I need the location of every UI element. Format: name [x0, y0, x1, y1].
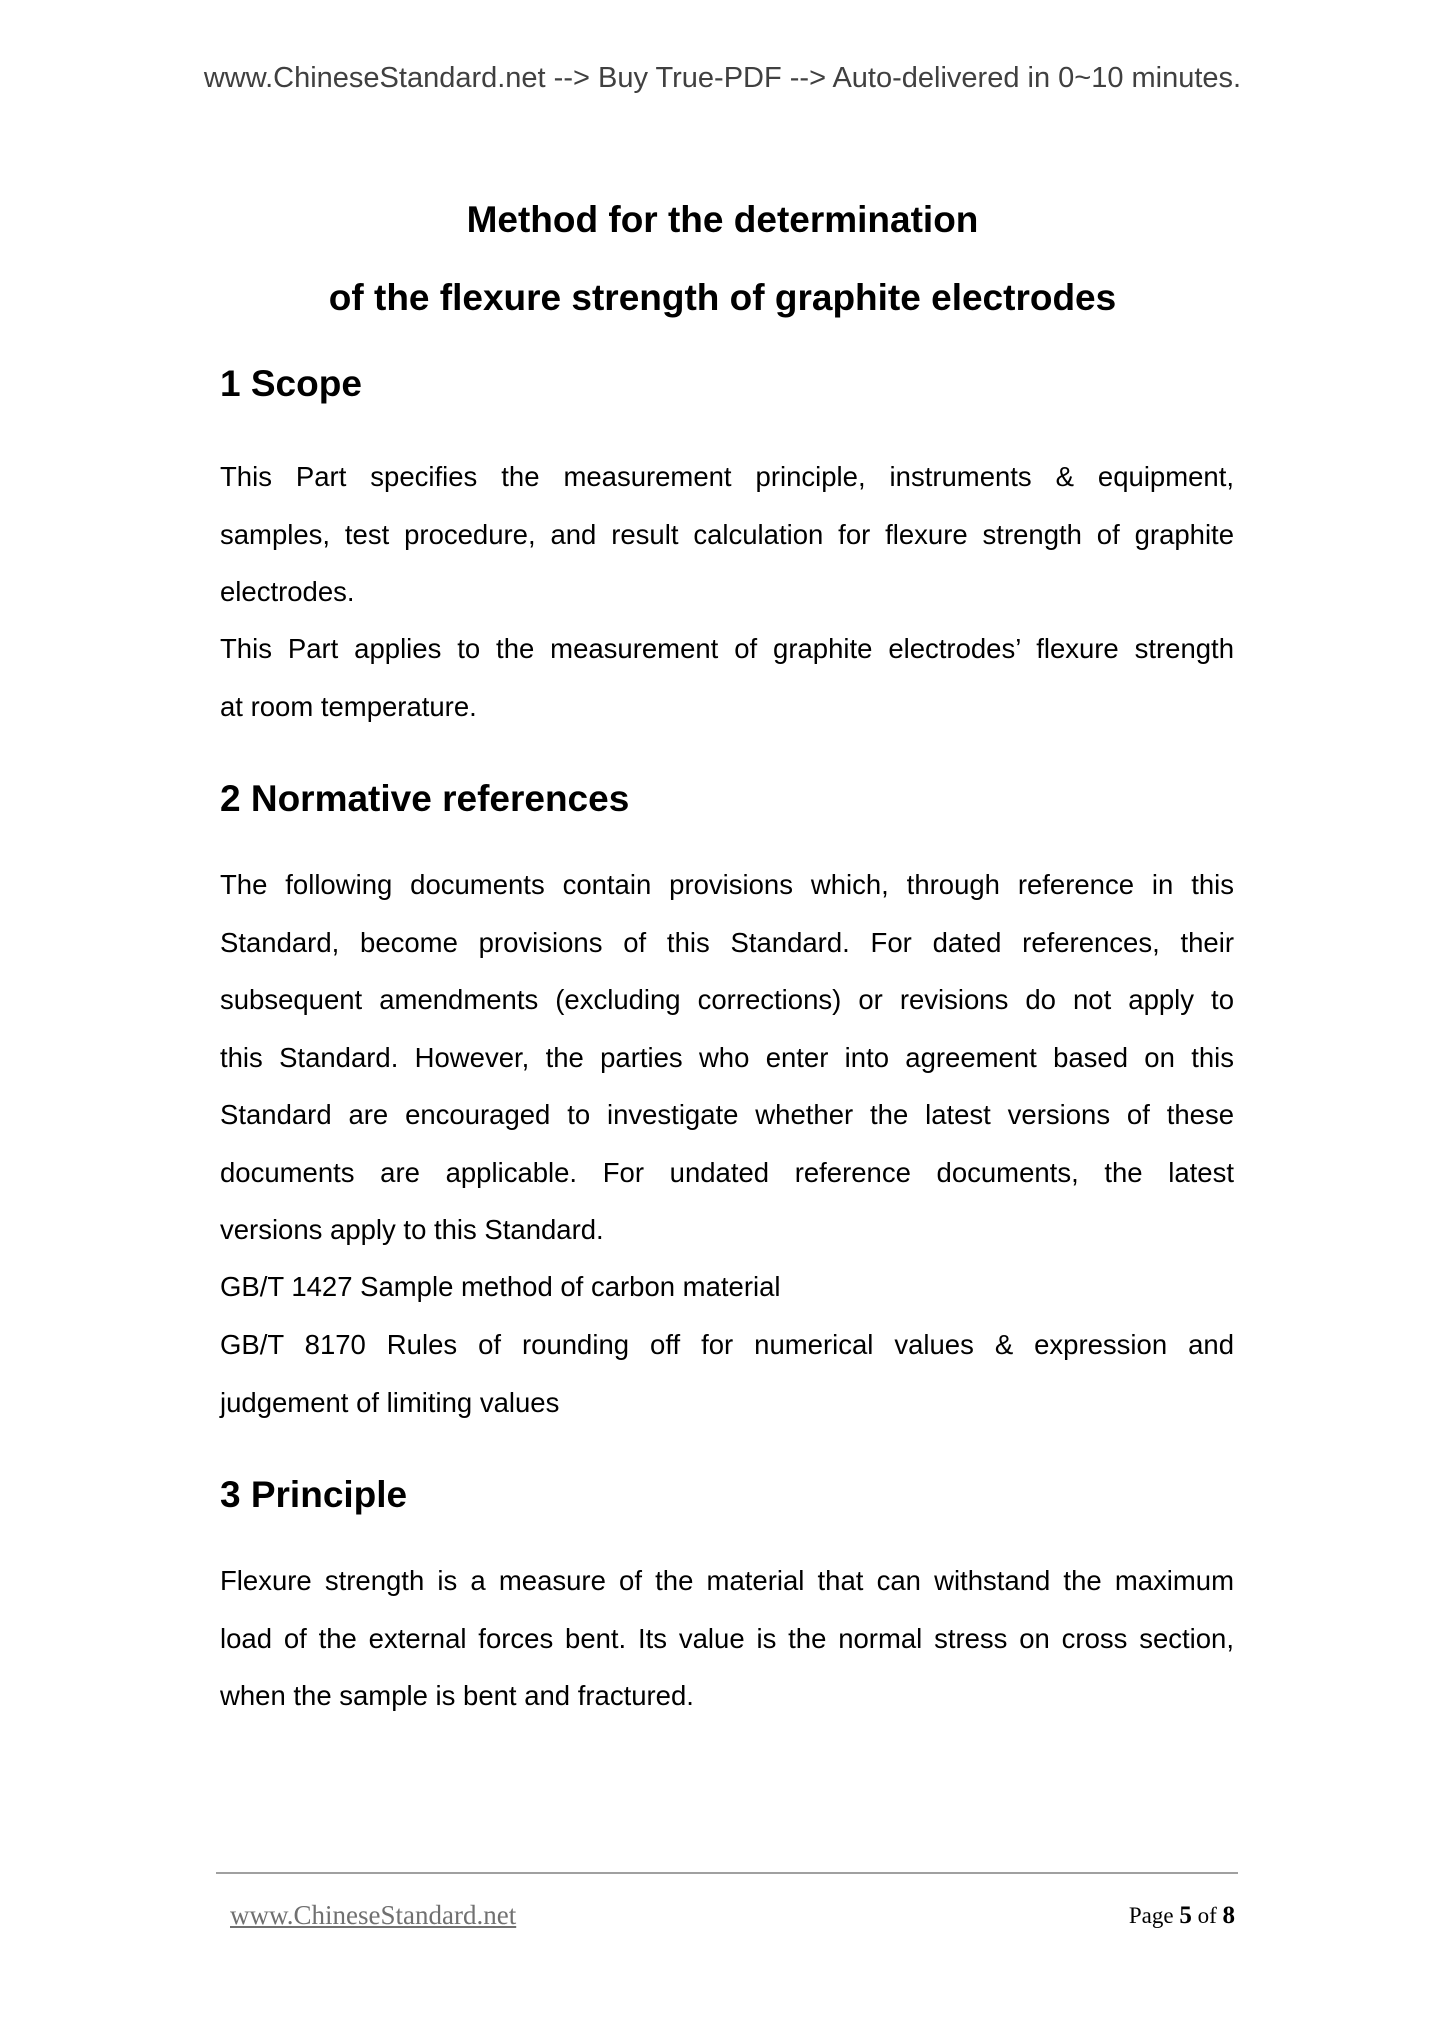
- text-line: This Part specifies the measurement principle, instruments & equipment,: [220, 461, 1234, 492]
- page-current: 5: [1179, 1902, 1192, 1929]
- text-line: GB/T 8170 Rules of rounding off for numerical values & expression and: [220, 1329, 1234, 1360]
- scope-paragraph-1: [220, 448, 1234, 621]
- footer-divider: [216, 1872, 1238, 1874]
- reference-gbt-8170: [220, 1316, 1234, 1431]
- text-line: at room temperature.: [220, 690, 477, 722]
- reference-gbt-1427: [220, 1258, 1234, 1316]
- page-total: 8: [1222, 1902, 1235, 1929]
- principle-paragraph: [220, 1552, 1234, 1725]
- text-line: this Standard. However, the parties who enter into agreement based on this: [220, 1041, 1234, 1073]
- text-line: This Part applies to the measurement of graphite electrodes’ flexure strength: [220, 633, 1234, 664]
- text-line: electrodes.: [220, 576, 355, 607]
- page-of: of: [1197, 1903, 1217, 1928]
- document-title-line-2: of the flexure strength of graphite electrodes: [328, 277, 1117, 318]
- text-line: samples, test procedure, and result calculation for flexure strength of graphite: [220, 518, 1234, 550]
- text-line: subsequent amendments (excluding corrections) or revisions do not apply to: [220, 984, 1234, 1015]
- text-line: judgement of limiting values: [220, 1386, 560, 1418]
- text-line: Standard, become provisions of this Standard. For dated references, their: [220, 926, 1234, 958]
- footer-website-link[interactable]: www.ChineseStandard.net: [230, 1900, 517, 1930]
- text-line: when the sample is bent and fractured.: [220, 1680, 694, 1711]
- normative-references-paragraph: [220, 856, 1234, 1259]
- text-line: The following documents contain provisions which, through reference in this: [220, 869, 1234, 900]
- top-banner: www.ChineseStandard.net --> Buy True-PDF --> Auto-delivered in 0~10 minutes.: [203, 62, 1242, 94]
- section-heading-scope: 1 Scope: [220, 363, 362, 404]
- scope-paragraph-2: [220, 620, 1234, 735]
- section-heading-normative-references: 2 Normative references: [220, 778, 630, 819]
- text-line: versions apply to this Standard.: [220, 1214, 604, 1245]
- page-number: [1129, 1902, 1235, 1930]
- section-heading-principle: 3 Principle: [220, 1474, 408, 1515]
- text-line: load of the external forces bent. Its value is the normal stress on cross section,: [220, 1622, 1234, 1654]
- text-line: documents are applicable. For undated reference documents, the latest: [220, 1156, 1234, 1188]
- page-prefix: Page: [1128, 1903, 1174, 1928]
- text-line: Standard are encouraged to investigate whether the latest versions of these: [220, 1099, 1234, 1130]
- text-line: GB/T 1427 Sample method of carbon material: [220, 1271, 781, 1302]
- document-title-line-1: Method for the determination: [466, 199, 979, 240]
- text-line: Flexure strength is a measure of the material that can withstand the maximum: [220, 1565, 1234, 1596]
